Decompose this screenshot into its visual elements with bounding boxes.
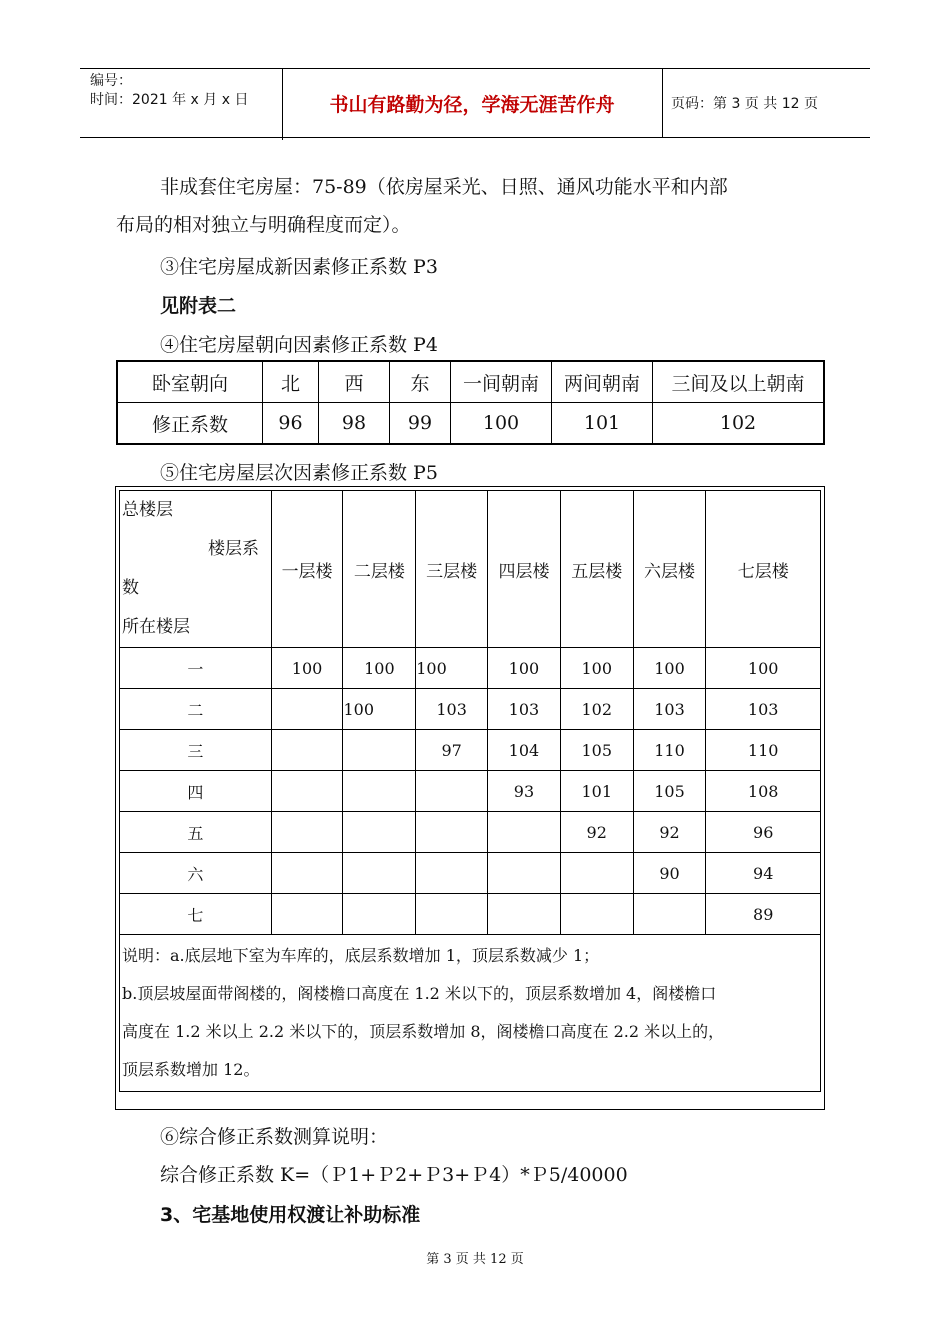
header-page-info: 页码：第 3 页 共 12 页 (671, 96, 818, 112)
item-3-heading: ③住宅房屋成新因素修正系数 P3 (160, 256, 438, 278)
table-cell (416, 853, 488, 894)
table-cell: 93 (488, 771, 561, 812)
page-header (80, 68, 870, 138)
table-cell: 北 (263, 361, 319, 403)
table-cell: 103 (706, 689, 821, 730)
floor-table (119, 490, 821, 1092)
table-cell: 西 (319, 361, 390, 403)
table-cell: 92 (560, 812, 633, 853)
item-3-note: 见附表二 (160, 295, 237, 317)
table-cell: 92 (633, 812, 706, 853)
orientation-header-row (117, 361, 824, 403)
table-cell (271, 771, 343, 812)
table-cell (560, 853, 633, 894)
table-cell: 97 (416, 730, 488, 771)
table-cell (271, 894, 343, 935)
table-cell (343, 853, 416, 894)
table-row (120, 853, 821, 894)
table-cell: 修正系数 (117, 403, 263, 445)
table-cell: 100 (633, 648, 706, 689)
row-label: 七 (120, 894, 272, 935)
header-time: 时间：2021 年 x 月 x 日 (90, 92, 249, 108)
table-cell (416, 894, 488, 935)
table-cell: 103 (416, 689, 488, 730)
header-motto: 书山有路勤为径，学海无涯苦作舟 (282, 69, 663, 137)
table-cell: 100 (560, 648, 633, 689)
table-cell: 100 (488, 648, 561, 689)
table-row (120, 894, 821, 935)
table-cell (271, 730, 343, 771)
table-cell: 99 (390, 403, 451, 445)
table-cell (560, 894, 633, 935)
table-row (120, 771, 821, 812)
table-row (120, 689, 821, 730)
table-row (120, 648, 821, 689)
table-cell: 96 (706, 812, 821, 853)
row-label: 二 (120, 689, 272, 730)
table-cell: 102 (560, 689, 633, 730)
row-label: 三 (120, 730, 272, 771)
table-cell: 100 (706, 648, 821, 689)
table-cell: 90 (633, 853, 706, 894)
table-cell: 100 (343, 648, 416, 689)
table-cell: 104 (488, 730, 561, 771)
note-line: b.顶层坡屋面带阁楼的，阁楼檐口高度在 1.2 米以下的，顶层系数增加 4，阁楼檐口 (122, 984, 717, 1003)
table-note (120, 935, 821, 1092)
column-header: 二层楼 (343, 491, 416, 648)
page-footer: 第 3 页 共 12 页 (426, 1252, 524, 1267)
table-cell (271, 812, 343, 853)
table-cell: 98 (319, 403, 390, 445)
table-cell: 三间及以上朝南 (653, 361, 825, 403)
table-cell: 105 (560, 730, 633, 771)
row-label: 一 (120, 648, 272, 689)
table-cell (488, 812, 561, 853)
note-line: 高度在 1.2 米以上 2.2 米以下的，顶层系数增加 8，阁楼檐口高度在 2.2 米以上的， (122, 1022, 725, 1041)
orientation-value-row (117, 403, 824, 445)
table-cell: 96 (263, 403, 319, 445)
section-3-heading: 3、宅基地使用权渡让补助标准 (160, 1204, 421, 1226)
table-cell (271, 689, 343, 730)
table-cell: 101 (560, 771, 633, 812)
header-meta (80, 69, 283, 140)
table-cell: 110 (633, 730, 706, 771)
table-cell: 100 (416, 648, 488, 689)
table-cell: 110 (706, 730, 821, 771)
corner-coefficient: 楼层系 (208, 539, 259, 559)
table-row (120, 730, 821, 771)
table-cell (343, 771, 416, 812)
column-header: 七层楼 (706, 491, 821, 648)
table-cell: 一间朝南 (451, 361, 552, 403)
table-cell: 89 (706, 894, 821, 935)
item-6-heading: ⑥综合修正系数测算说明： (160, 1126, 389, 1148)
floor-table-frame (115, 486, 825, 1110)
table-cell: 卧室朝向 (117, 361, 263, 403)
row-label: 六 (120, 853, 272, 894)
table-cell: 103 (633, 689, 706, 730)
table-cell (343, 812, 416, 853)
note-row (120, 935, 821, 1092)
table-cell (488, 894, 561, 935)
floor-header-row (120, 491, 821, 648)
column-header: 三层楼 (416, 491, 488, 648)
table-cell: 东 (390, 361, 451, 403)
table-cell: 105 (633, 771, 706, 812)
column-header: 六层楼 (633, 491, 706, 648)
table-cell: 100 (451, 403, 552, 445)
column-header: 五层楼 (560, 491, 633, 648)
row-label: 四 (120, 771, 272, 812)
corner-floor: 所在楼层 (122, 617, 190, 637)
corner-coefficient-end: 数 (122, 578, 139, 598)
table-cell: 94 (706, 853, 821, 894)
table-row (120, 812, 821, 853)
header-number: 编号： (90, 73, 132, 89)
table-cell: 100 (343, 689, 416, 730)
body-line-2: 布局的相对独立与明确程度而定）。 (116, 214, 411, 236)
table-cell (488, 853, 561, 894)
column-header: 一层楼 (271, 491, 343, 648)
table-cell (416, 771, 488, 812)
table-cell: 102 (653, 403, 825, 445)
corner-cell (120, 491, 272, 648)
note-line: 顶层系数增加 12。 (122, 1060, 260, 1079)
body-line-1: 非成套住宅房屋：75-89（依房屋采光、日照、通风功能水平和内部 (160, 176, 728, 198)
table-cell (633, 894, 706, 935)
table-cell: 100 (271, 648, 343, 689)
corner-total-floors: 总楼层 (122, 500, 173, 520)
column-header: 四层楼 (488, 491, 561, 648)
formula-line: 综合修正系数 K=（Ｐ1+Ｐ2+Ｐ3+Ｐ4）*Ｐ5/40000 (160, 1164, 628, 1186)
item-4-heading: ④住宅房屋朝向因素修正系数 P4 (160, 334, 438, 356)
table-cell (343, 894, 416, 935)
row-label: 五 (120, 812, 272, 853)
table-cell: 108 (706, 771, 821, 812)
note-line: 说明：a.底层地下室为车库的，底层系数增加 1，顶层系数减少 1； (122, 946, 600, 965)
table-cell: 两间朝南 (552, 361, 653, 403)
item-5-heading: ⑤住宅房屋层次因素修正系数 P5 (160, 462, 438, 484)
orientation-table (116, 360, 825, 445)
table-cell (343, 730, 416, 771)
table-cell: 101 (552, 403, 653, 445)
table-cell (416, 812, 488, 853)
table-cell (271, 853, 343, 894)
table-cell: 103 (488, 689, 561, 730)
